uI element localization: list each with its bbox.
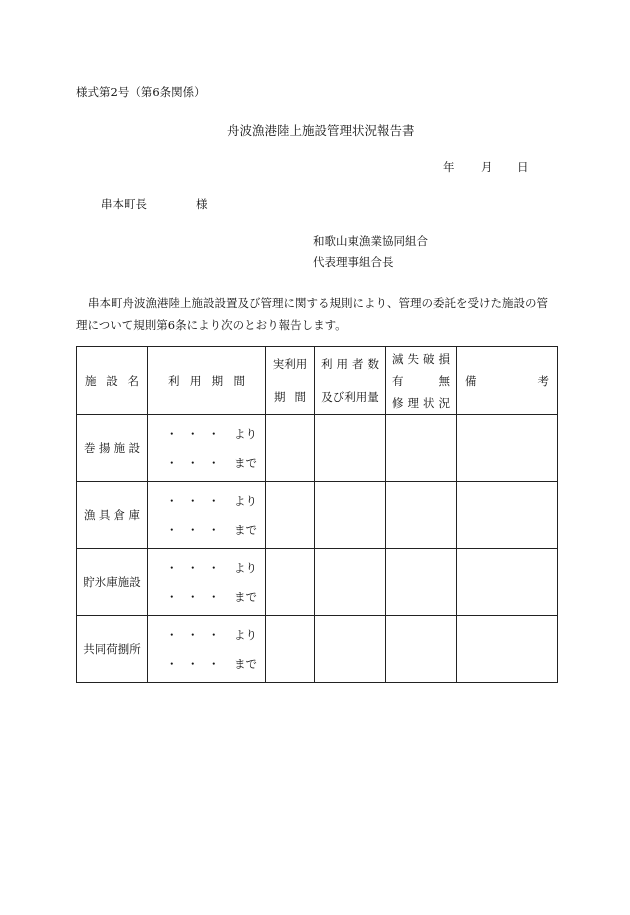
usage-period-cell[interactable]: ・ ・ ・ より ・ ・ ・ まで (148, 482, 266, 549)
table-row (77, 549, 558, 616)
document-title: 舟波漁港陸上施設管理状況報告書 (227, 123, 415, 138)
header-facility-name: 施 設 名 (77, 347, 148, 415)
sender-organization: 和歌山東漁業協同組合 (313, 234, 428, 248)
table-header-row (77, 347, 558, 415)
remarks-cell[interactable] (457, 415, 558, 482)
header-usage-period: 利 用 期 間 (148, 347, 266, 415)
damage-status-cell[interactable] (386, 549, 457, 616)
usage-period-cell[interactable]: ・ ・ ・ より ・ ・ ・ まで (148, 549, 266, 616)
remarks-cell[interactable] (457, 616, 558, 683)
damage-status-cell[interactable] (386, 482, 457, 549)
actual-period-cell[interactable] (266, 482, 315, 549)
addressee-honorific: 様 (196, 197, 208, 211)
facility-name-cell: 共同荷捌所 (77, 616, 148, 683)
header-damage-status: 滅 失 破 損 有 無 修 理 状 況 (386, 347, 457, 415)
usage-period-cell[interactable]: ・ ・ ・ より ・ ・ ・ まで (148, 415, 266, 482)
damage-status-cell[interactable] (386, 415, 457, 482)
actual-period-cell[interactable] (266, 549, 315, 616)
facility-name-cell: 貯氷庫施設 (77, 549, 148, 616)
usage-period-cell[interactable]: ・ ・ ・ より ・ ・ ・ まで (148, 616, 266, 683)
facility-name-cell: 漁 具 倉 庫 (77, 482, 148, 549)
remarks-cell[interactable] (457, 482, 558, 549)
report-body-text: 串本町舟波漁港陸上施設設置及び管理に関する規則により、管理の委託を受けた施設の管理について規則第6条により次のとおり報告します。 (76, 296, 548, 332)
table-row (77, 415, 558, 482)
user-count-cell[interactable] (315, 415, 386, 482)
facility-report-table (76, 346, 558, 683)
actual-period-cell[interactable] (266, 415, 315, 482)
table-row (77, 616, 558, 683)
header-user-count: 利 用 者 数 及び利用量 (315, 347, 386, 415)
date-day-label: 日 (517, 160, 529, 174)
date-year-label: 年 (443, 160, 455, 174)
sender-representative: 代表理事組合長 (313, 255, 394, 269)
damage-status-cell[interactable] (386, 616, 457, 683)
user-count-cell[interactable] (315, 549, 386, 616)
header-actual-usage-period: 実利用 期 間 (266, 347, 315, 415)
facility-name-cell: 巻 揚 施 設 (77, 415, 148, 482)
header-remarks: 備 考 (457, 347, 558, 415)
user-count-cell[interactable] (315, 616, 386, 683)
addressee-name: 串本町長 (101, 197, 147, 211)
date-month-label: 月 (481, 160, 493, 174)
form-number: 様式第2号（第6条関係） (76, 85, 206, 99)
user-count-cell[interactable] (315, 482, 386, 549)
remarks-cell[interactable] (457, 549, 558, 616)
table-row (77, 482, 558, 549)
actual-period-cell[interactable] (266, 616, 315, 683)
